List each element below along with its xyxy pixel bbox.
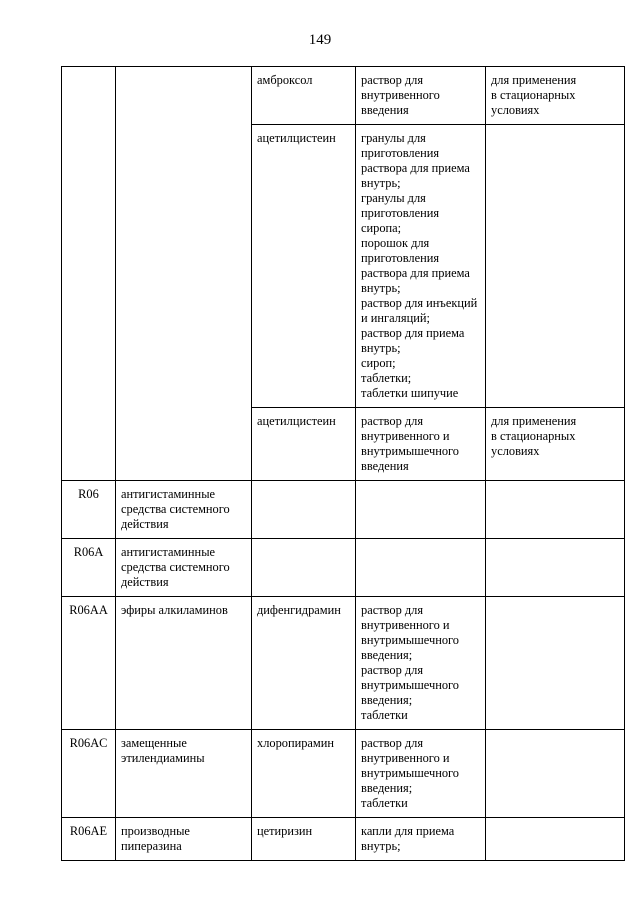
dosage-form-line: раствор для инъекций xyxy=(361,296,478,310)
drug-name: ацетилцистеин xyxy=(257,131,336,145)
group-line: эфиры алкиламинов xyxy=(121,603,228,617)
table-row xyxy=(62,67,625,125)
dosage-forms-cell xyxy=(356,125,486,408)
dosage-form-line: введения xyxy=(361,103,409,117)
note-cell xyxy=(486,125,625,408)
dosage-form-line: внутрь; xyxy=(361,281,401,295)
atc-code: R06AE xyxy=(69,824,108,838)
drug-name: ацетилцистеин xyxy=(257,414,336,428)
drug-name: амброксол xyxy=(257,73,313,87)
dosage-form-line: введения xyxy=(361,459,409,473)
dosage-forms-cell xyxy=(356,67,486,125)
dosage-form-line: таблетки xyxy=(361,796,408,810)
drug-name-cell xyxy=(252,125,356,408)
table-row xyxy=(62,597,625,730)
note-cell xyxy=(486,408,625,481)
dosage-forms-cell xyxy=(356,730,486,818)
drug-name-cell xyxy=(252,597,356,730)
dosage-forms-cell xyxy=(356,481,486,539)
group-line: этилендиамины xyxy=(121,751,205,765)
note-line: для применения xyxy=(491,414,577,428)
dosage-form-line: внутривенного и xyxy=(361,429,450,443)
dosage-forms-cell xyxy=(356,408,486,481)
group-line: антигистаминные xyxy=(121,545,216,559)
table-row xyxy=(62,730,625,818)
dosage-form-line: внутривенного и xyxy=(361,618,450,632)
dosage-form-line: капли для приема xyxy=(361,824,455,838)
atc-code-cell xyxy=(62,67,116,481)
dosage-form-line: гранулы для xyxy=(361,191,426,205)
atc-code-cell xyxy=(62,481,116,539)
table-row xyxy=(62,481,625,539)
group-line: антигистаминные xyxy=(121,487,216,501)
atc-code: R06AC xyxy=(69,736,108,750)
atc-code: R06AA xyxy=(69,603,108,617)
dosage-form-line: таблетки; xyxy=(361,371,412,385)
group-line: производные xyxy=(121,824,190,838)
drug-name: цетиризин xyxy=(257,824,313,838)
dosage-form-line: раствор для xyxy=(361,414,424,428)
group-cell xyxy=(116,539,252,597)
group-line: средства системного xyxy=(121,560,230,574)
dosage-form-line: внутримышечного xyxy=(361,766,459,780)
dosage-form-line: раствор для xyxy=(361,73,424,87)
dosage-form-line: внутрь; xyxy=(361,341,401,355)
drug-name-cell xyxy=(252,730,356,818)
dosage-form-line: и ингаляций; xyxy=(361,311,430,325)
atc-code: R06A xyxy=(73,545,104,559)
note-cell xyxy=(486,597,625,730)
dosage-form-line: приготовления xyxy=(361,251,440,265)
dosage-form-line: раствор для xyxy=(361,663,424,677)
note-line: в стационарных xyxy=(491,88,576,102)
dosage-form-line: приготовления xyxy=(361,206,440,220)
dosage-form-line: внутримышечного xyxy=(361,678,459,692)
dosage-form-line: введения; xyxy=(361,648,413,662)
page-number: 149 xyxy=(308,32,332,48)
group-line: средства системного xyxy=(121,502,230,516)
atc-code-cell xyxy=(62,539,116,597)
dosage-forms-cell xyxy=(356,818,486,861)
drug-table xyxy=(61,66,625,861)
dosage-form-line: раствора для приема xyxy=(361,161,470,175)
note-line: условиях xyxy=(491,103,540,117)
dosage-form-line: раствор для xyxy=(361,603,424,617)
dosage-form-line: раствор для xyxy=(361,736,424,750)
dosage-form-line: сироп; xyxy=(361,356,396,370)
group-cell xyxy=(116,597,252,730)
drug-name-cell xyxy=(252,408,356,481)
drug-name: дифенгидрамин xyxy=(257,603,341,617)
note-line: для применения xyxy=(491,73,577,87)
note-cell xyxy=(486,67,625,125)
drug-name: хлоропирамин xyxy=(257,736,335,750)
group-line: замещенные xyxy=(121,736,187,750)
dosage-form-line: раствор для приема xyxy=(361,326,465,340)
dosage-form-line: таблетки xyxy=(361,708,408,722)
atc-code: R06 xyxy=(78,487,99,501)
dosage-form-line: введения; xyxy=(361,693,413,707)
note-cell xyxy=(486,818,625,861)
drug-name-cell xyxy=(252,67,356,125)
drug-name-cell xyxy=(252,818,356,861)
atc-code-cell xyxy=(62,597,116,730)
dosage-forms-cell xyxy=(356,539,486,597)
group-cell xyxy=(116,481,252,539)
dosage-form-line: внутрь; xyxy=(361,176,401,190)
dosage-forms-cell xyxy=(356,597,486,730)
dosage-form-line: внутримышечного xyxy=(361,633,459,647)
group-cell xyxy=(116,67,252,481)
dosage-form-line: внутривенного xyxy=(361,88,440,102)
dosage-form-line: внутримышечного xyxy=(361,444,459,458)
dosage-form-line: приготовления xyxy=(361,146,440,160)
group-line: действия xyxy=(121,575,169,589)
dosage-form-line: раствора для приема xyxy=(361,266,470,280)
group-line: пиперазина xyxy=(121,839,182,853)
drug-name-cell xyxy=(252,481,356,539)
note-line: условиях xyxy=(491,444,540,458)
table-row xyxy=(62,539,625,597)
drug-name-cell xyxy=(252,539,356,597)
note-cell xyxy=(486,539,625,597)
note-cell xyxy=(486,730,625,818)
dosage-form-line: внутривенного и xyxy=(361,751,450,765)
dosage-form-line: порошок для xyxy=(361,236,430,250)
atc-code-cell xyxy=(62,818,116,861)
table-row xyxy=(62,818,625,861)
note-line: в стационарных xyxy=(491,429,576,443)
dosage-form-line: введения; xyxy=(361,781,413,795)
group-cell xyxy=(116,818,252,861)
dosage-form-line: таблетки шипучие xyxy=(361,386,459,400)
dosage-form-line: сиропа; xyxy=(361,221,402,235)
group-cell xyxy=(116,730,252,818)
group-line: действия xyxy=(121,517,169,531)
dosage-form-line: гранулы для xyxy=(361,131,426,145)
dosage-form-line: внутрь; xyxy=(361,839,401,853)
atc-code-cell xyxy=(62,730,116,818)
note-cell xyxy=(486,481,625,539)
